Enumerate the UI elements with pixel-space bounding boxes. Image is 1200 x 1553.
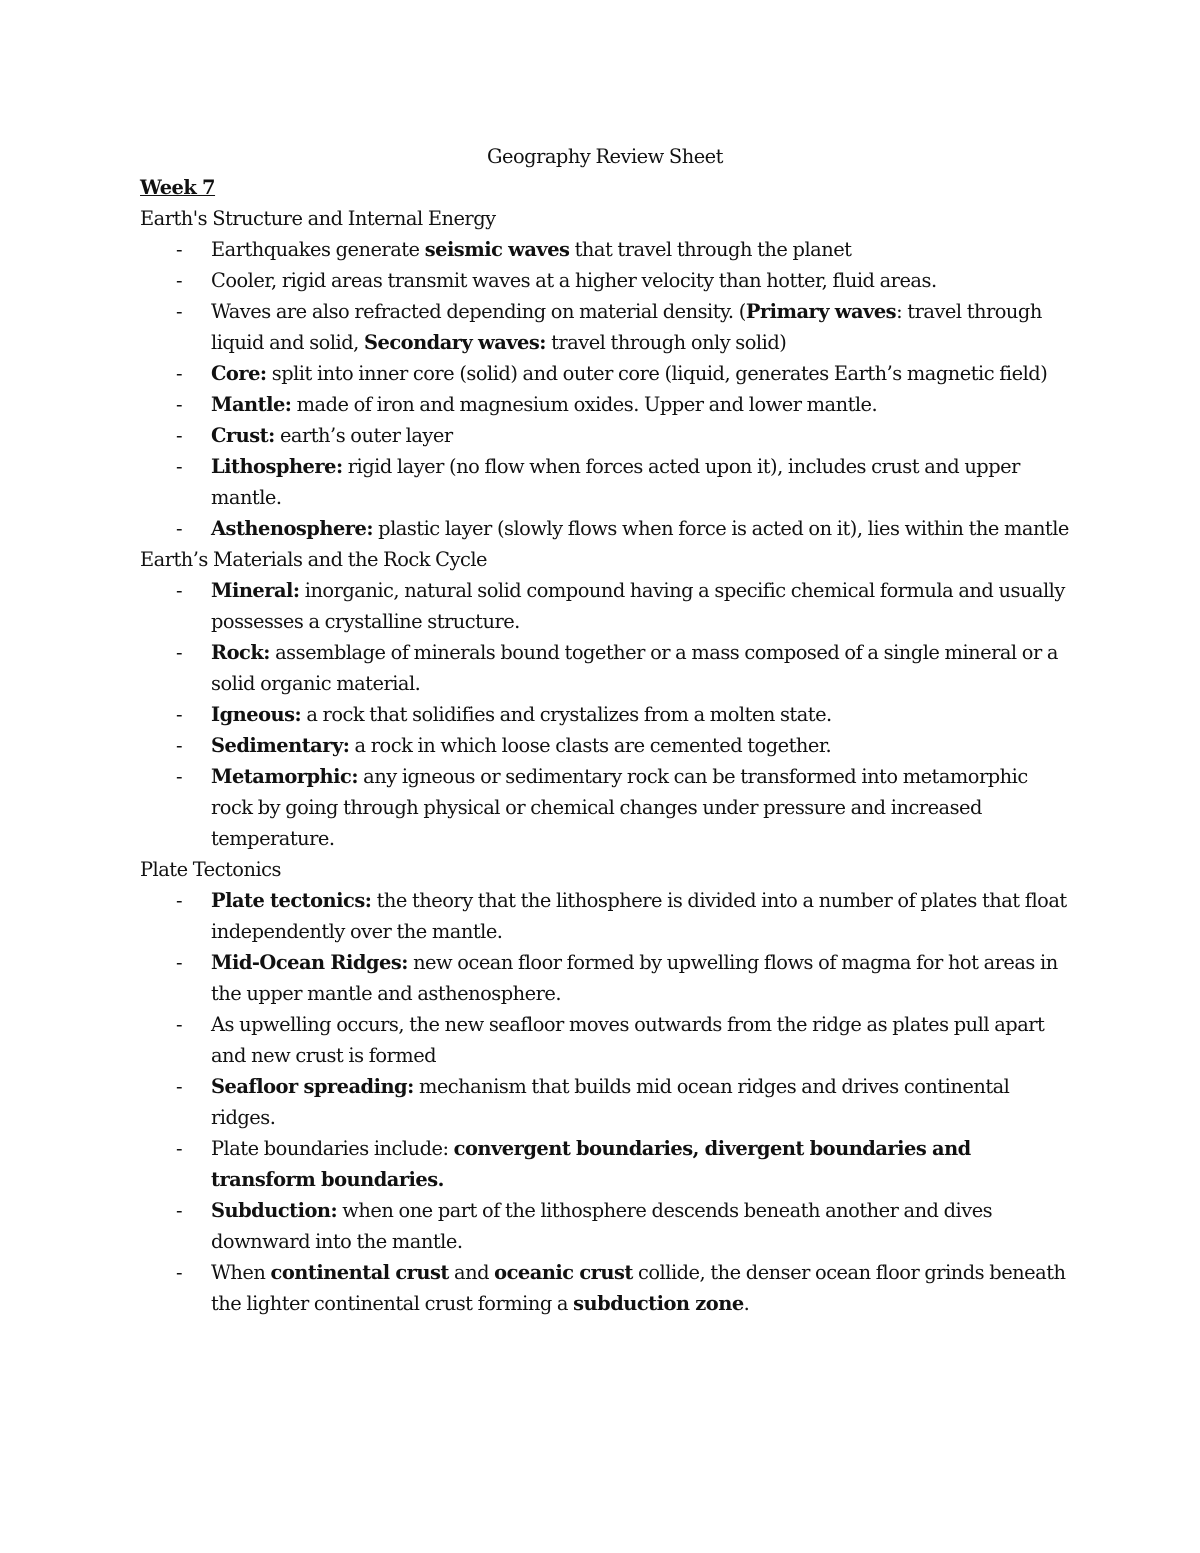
item-text: and (448, 1261, 495, 1284)
section-heading: Earth's Structure and Internal Energy (140, 207, 496, 230)
list-item (140, 358, 1070, 389)
bold-term: Primary waves (745, 300, 897, 323)
bullet-dash: - (176, 1075, 183, 1098)
document-title: Geography Review Sheet (487, 145, 723, 168)
bullet-dash: - (176, 1199, 183, 1222)
bullet-dash: - (176, 424, 183, 447)
list-item (140, 730, 1070, 761)
item-text: that travel through the planet (569, 238, 852, 261)
bullet-dash: - (176, 300, 183, 323)
bullet-dash: - (176, 1013, 183, 1036)
list-item (140, 1195, 1070, 1257)
item-text: Plate boundaries include: (211, 1137, 454, 1160)
bold-term: Secondary waves: (363, 331, 546, 354)
item-text: when one part of the lithosphere descends beneath another and dives downward into the mantle. (211, 1199, 993, 1253)
item-text: plastic layer (slowly flows when force is acted on it), lies within the mantle (373, 517, 1069, 540)
item-text: When (211, 1261, 271, 1284)
item-text: inorganic, natural solid compound having a specific chemical formula and usually possesses a crystalline structure. (211, 579, 1065, 633)
list-item (140, 761, 1070, 854)
bold-term: Mid-Ocean Ridges: (211, 951, 408, 974)
bold-term: convergent boundaries, divergent boundaries and transform boundaries. (211, 1137, 971, 1191)
bullet-dash: - (176, 269, 183, 292)
bold-term: Subduction: (211, 1199, 338, 1222)
list-item (140, 389, 1070, 420)
list-item (140, 265, 1070, 296)
bullet-dash: - (176, 889, 183, 912)
section-heading: Earth’s Materials and the Rock Cycle (140, 548, 487, 571)
item-text: As upwelling occurs, the new seafloor moves outwards from the ridge as plates pull apart and new crust is formed (211, 1013, 1045, 1067)
list-item (140, 1133, 1070, 1195)
item-text: new ocean floor formed by upwelling flows of magma for hot areas in the upper mantle and asthenosphere. (211, 951, 1058, 1005)
bullet-dash: - (176, 517, 183, 540)
item-text: Waves are also refracted depending on material density. ( (211, 300, 746, 323)
list-item (140, 699, 1070, 730)
item-text: earth’s outer layer (274, 424, 453, 447)
list-item (140, 947, 1070, 1009)
section-heading: Plate Tectonics (140, 858, 281, 881)
list-item (140, 1071, 1070, 1133)
bullet-dash: - (176, 703, 183, 726)
bullet-list (140, 885, 1070, 1319)
bold-term: Rock: (211, 641, 270, 664)
bullet-dash: - (176, 951, 183, 974)
bold-term: subduction zone (573, 1292, 744, 1315)
list-item (140, 885, 1070, 947)
list-item (140, 420, 1070, 451)
bold-term: Crust: (211, 424, 275, 447)
bold-term: Mineral: (211, 579, 300, 602)
bullet-dash: - (176, 455, 183, 478)
list-item (140, 234, 1070, 265)
bullet-dash: - (176, 734, 183, 757)
bold-term: Asthenosphere: (211, 517, 374, 540)
item-text: : travel through liquid and solid, (211, 300, 1042, 354)
week-heading: Week 7 (140, 176, 216, 199)
item-text: the theory that the lithosphere is divided into a number of plates that float independently over the mantle. (211, 889, 1067, 943)
bullet-dash: - (176, 1137, 183, 1160)
bullet-dash: - (176, 765, 183, 788)
bold-term: seismic waves (424, 238, 570, 261)
item-text: rigid layer (no flow when forces acted upon it), includes crust and upper mantle. (211, 455, 1020, 509)
bold-term: Mantle: (211, 393, 292, 416)
bullet-dash: - (176, 362, 183, 385)
bold-term: Seafloor spreading: (211, 1075, 414, 1098)
bold-term: Metamorphic: (211, 765, 358, 788)
document-content (140, 141, 1070, 1319)
bold-term: continental crust (270, 1261, 449, 1284)
list-item (140, 296, 1070, 358)
sections-container (140, 203, 1070, 1319)
bullet-dash: - (176, 393, 183, 416)
bold-term: Core: (211, 362, 267, 385)
list-item (140, 513, 1070, 544)
item-text: Cooler, rigid areas transmit waves at a higher velocity than hotter, fluid areas. (211, 269, 937, 292)
item-text: Earthquakes generate (211, 238, 425, 261)
item-text: assemblage of minerals bound together or a mass composed of a single mineral or a solid organic material. (211, 641, 1058, 695)
item-text: mechanism that builds mid ocean ridges and drives continental ridges. (211, 1075, 1010, 1129)
item-text: made of iron and magnesium oxides. Upper and lower mantle. (291, 393, 878, 416)
bold-term: oceanic crust (494, 1261, 633, 1284)
list-item (140, 575, 1070, 637)
bold-term: Lithosphere: (211, 455, 343, 478)
bullet-list (140, 234, 1070, 544)
bullet-dash: - (176, 641, 183, 664)
item-text: a rock in which loose clasts are cemented together. (349, 734, 832, 757)
item-text: any igneous or sedimentary rock can be transformed into metamorphic rock by going through physical or chemical changes under pressure and increased temperature. (211, 765, 1028, 850)
list-item (140, 1009, 1070, 1071)
bold-term: Sedimentary: (211, 734, 350, 757)
item-text: collide, the denser ocean floor grinds beneath the lighter continental crust forming a (211, 1261, 1066, 1315)
bullet-dash: - (176, 238, 183, 261)
list-item (140, 637, 1070, 699)
list-item (140, 1257, 1070, 1319)
item-text: split into inner core (solid) and outer core (liquid, generates Earth’s magnetic field) (266, 362, 1048, 385)
item-text: . (743, 1292, 750, 1315)
bullet-list (140, 575, 1070, 854)
bullet-dash: - (176, 579, 183, 602)
list-item (140, 451, 1070, 513)
bold-term: Plate tectonics: (211, 889, 372, 912)
bullet-dash: - (176, 1261, 183, 1284)
item-text: a rock that solidifies and crystalizes from a molten state. (301, 703, 832, 726)
bold-term: Igneous: (211, 703, 302, 726)
item-text: travel through only solid) (545, 331, 787, 354)
